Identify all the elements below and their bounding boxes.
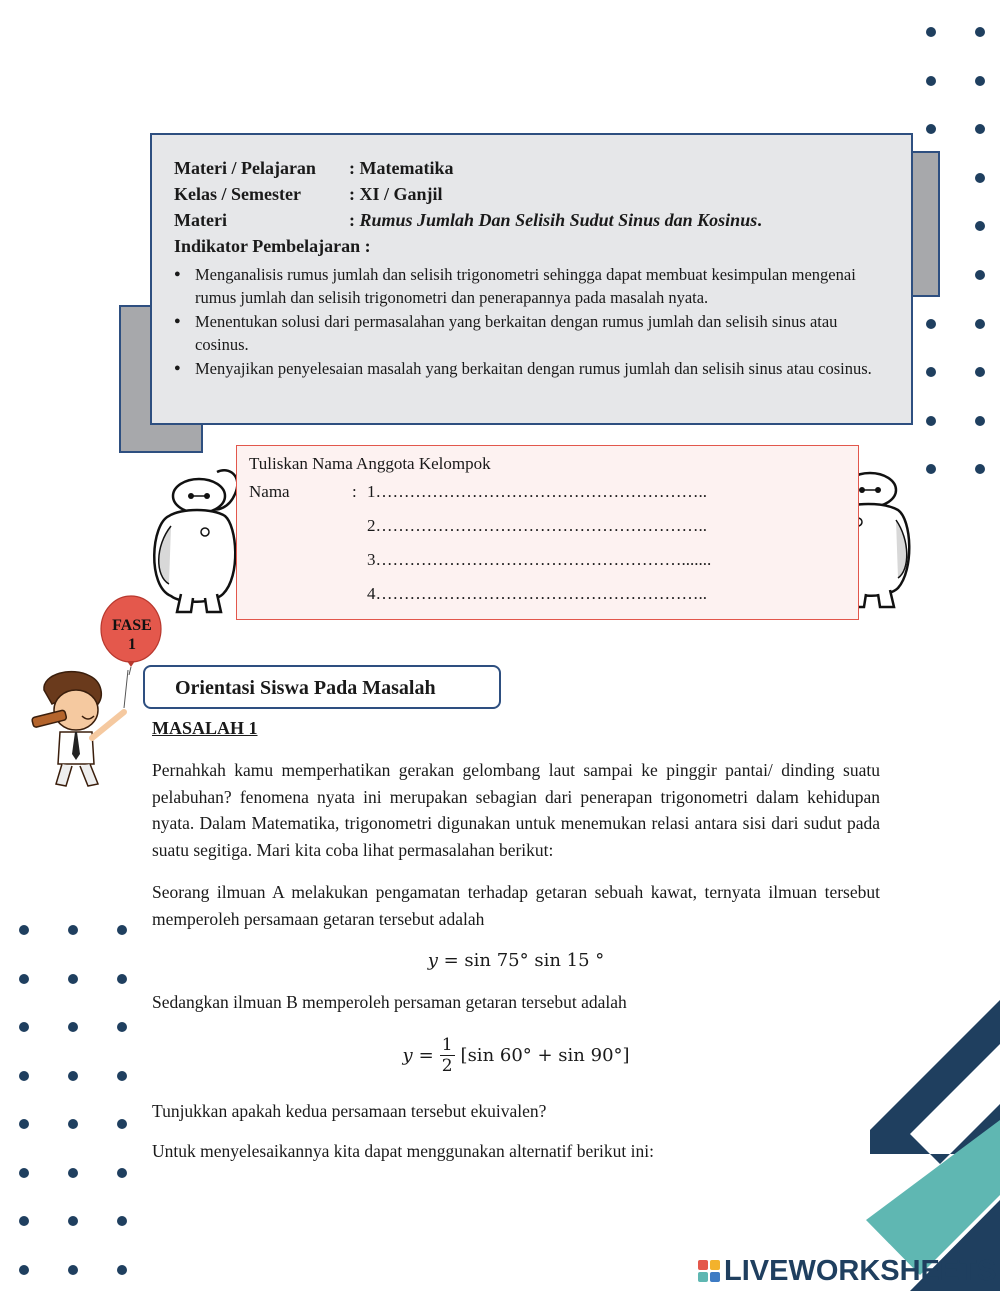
liveworksheets-logo[interactable] [698, 1256, 996, 1286]
fraction: $\frac{1}{2}$ [441, 1035, 453, 1076]
corner-decoration [860, 1000, 1000, 1291]
topic-label: Materi [174, 210, 227, 230]
name-field-3[interactable]: 3………………………………………………....... [367, 550, 712, 569]
problem-paragraph-1: Pernahkah kamu memperhatikan gerakan gelombang laut sampai ke pinggir pantai/ dinding suatu pelabuhan? fenomena nyata ini merupakan sebagian dari penerapan trigonometri dalam kehidupan nyata. Dalam Matematika, trigonometri digunakan untuk menemukan relasi antara sisi dari sudut pada suatu segitiga. Mari kita coba lihat permasalahan berikut: [152, 760, 880, 860]
phase-balloon-label: FASE 1 [112, 617, 152, 653]
subject-label: Materi / Pelajaran [174, 158, 316, 178]
subject-row [174, 155, 889, 181]
logo-icon [698, 1260, 720, 1282]
equation-2: y = $\frac{1}{2}$ [sin 60° + sin 90°] [402, 1035, 630, 1076]
name-label: Nama [249, 482, 290, 501]
problem-title: MASALAH 1 [152, 718, 258, 738]
name-colon: : [352, 482, 357, 501]
subject-value: : Matematika [349, 158, 454, 178]
equation-1: y = sin 75° sin 15 ° [427, 950, 605, 971]
problem-paragraph-2: Seorang ilmuan A melakukan pengamatan terhadap getaran sebuah kawat, ternyata ilmuan tersebut memperoleh persamaan getaran tersebut adalah [152, 882, 880, 929]
robot-mascot-left-illustration [147, 466, 243, 616]
name-row-4[interactable] [249, 577, 846, 611]
topic-value: : Rumus Jumlah Dan Selisih Sudut Sinus dan Kosinus. [349, 210, 762, 230]
name-row-3[interactable] [249, 543, 846, 577]
group-members-title: Tuliskan Nama Anggota Kelompok [249, 454, 491, 473]
problem-instruction: Untuk menyelesaikannya kita dapat menggunakan alternatif berikut ini: [152, 1141, 654, 1161]
indicator-item: ● Menentukan solusi dari permasalahan yang berkaitan dengan rumus jumlah dan selisih sinus atau cosinus. [174, 310, 889, 356]
group-members-box [236, 445, 859, 620]
problem-paragraph-3: Sedangkan ilmuan B memperoleh persaman getaran tersebut adalah [152, 992, 627, 1012]
indicator-item: ● Menyajikan penyelesaian masalah yang berkaitan dengan rumus jumlah dan selisih sinus atau cosinus. [174, 357, 889, 380]
class-value: : XI / Ganjil [349, 184, 443, 204]
topic-row [174, 207, 889, 233]
lesson-info-box [150, 133, 913, 425]
boy-with-telescope-illustration [28, 668, 138, 793]
indicator-item: ● Menganalisis rumus jumlah dan selisih trigonometri sehingga dapat membuat kesimpulan mengenai rumus jumlah dan selisih trigonometri dan penerapannya pada masalah nyata. [174, 263, 889, 309]
logo-text: LIVEWORKSHEETS [724, 1254, 997, 1287]
class-row [174, 181, 889, 207]
name-field-1[interactable]: 1………………………………………………….. [367, 482, 707, 501]
dot-grid-bottom-left [19, 925, 127, 1291]
problem-section [152, 715, 880, 1165]
problem-question: Tunjukkan apakah kedua persamaan tersebut ekuivalen? [152, 1100, 547, 1121]
name-row-1[interactable] [249, 475, 846, 509]
name-row-2[interactable] [249, 509, 846, 543]
indicator-title: Indikator Pembelajaran : [174, 236, 371, 256]
name-field-4[interactable]: 4………………………………………………….. [367, 584, 707, 603]
class-label: Kelas / Semester [174, 184, 301, 204]
name-field-2[interactable]: 2………………………………………………….. [367, 516, 707, 535]
indicator-list [174, 263, 889, 380]
phase-banner: Orientasi Siswa Pada Masalah [143, 665, 501, 709]
